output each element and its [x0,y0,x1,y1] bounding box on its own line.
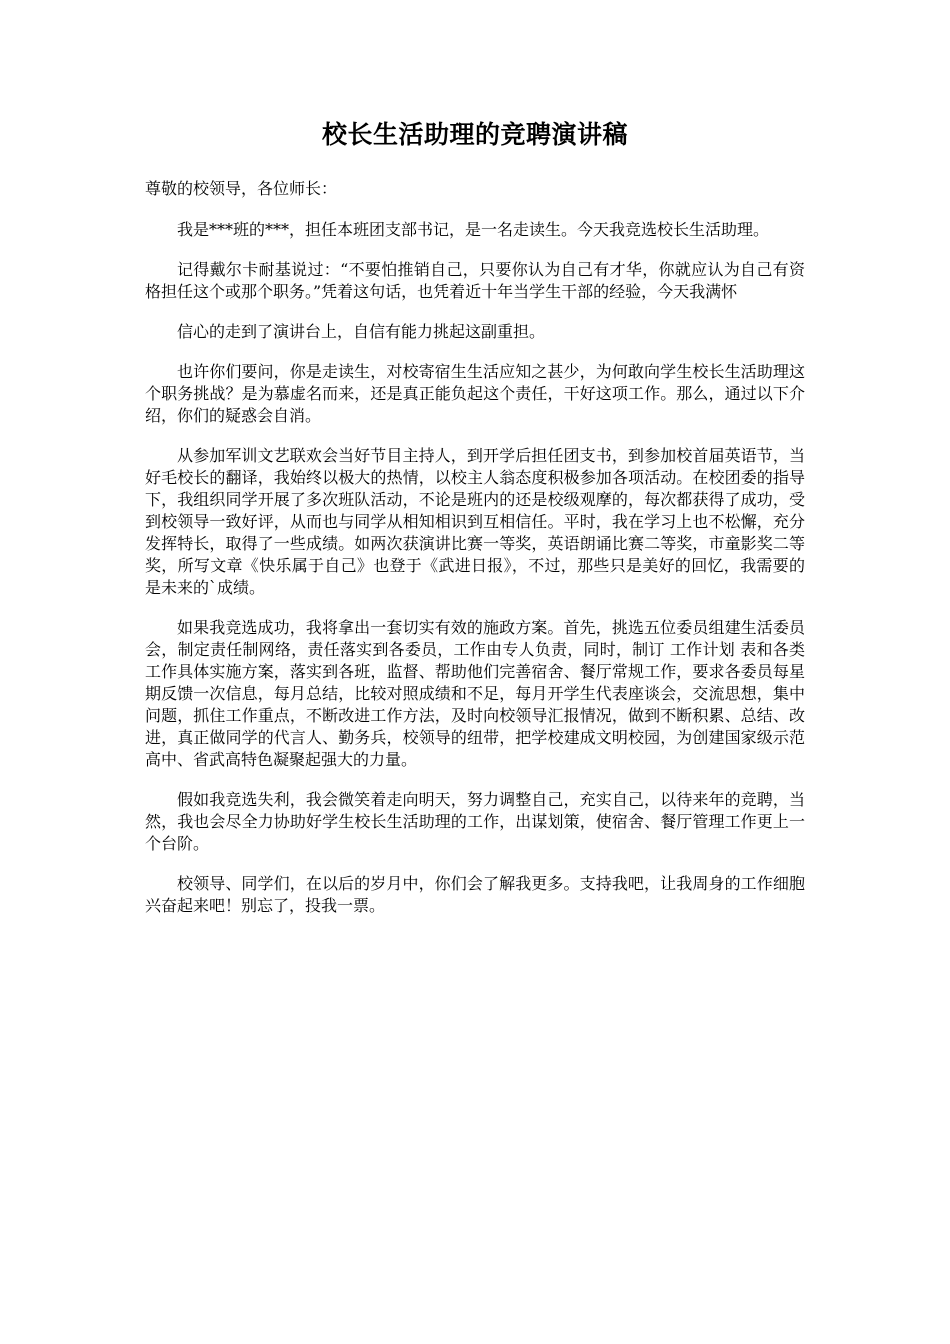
paragraph-8: 校领导、同学们，在以后的岁月中，你们会了解我更多。支持我吧，让我周身的工作细胞兴奋起来吧！别忘了，投我一票。 [145,874,805,915]
paragraph-2: 记得戴尔卡耐基说过：“不要怕推销自己，只要你认为自己有才华，你就应认为自己有资格担任这个或那个职务。”凭着这句话，也凭着近十年当学生干部的经验，今天我满怀 [145,260,805,301]
paragraph-3: 信心的走到了演讲台上，自信有能力挑起这副重担。 [177,322,546,341]
paragraph-4: 也许你们要问，你是走读生，对校寄宿生生活应知之甚少，为何敢向学生校长生活助理这个职务挑战？是为慕虚名而来，还是真正能负起这个责任，干好这项工作。那么，通过以下介绍，你们的疑惑会自消。 [145,362,805,425]
paragraph-1: 我是***班的***，担任本班团支部书记，是一名走读生。今天我竞选校长生活助理。 [177,220,770,239]
paragraph-6: 如果我竞选成功，我将拿出一套切实有效的施政方案。首先，挑选五位委员组建生活委员会，制定责任制网络，责任落实到各委员，工作由专人负责，同时，制订 工作计划 表和各类工作具体实施方案，落实到各班，监督、帮助他们完善宿舍、餐厅常规工作，要求各委员每星期反馈一次信息，每月总结，比较对照成绩和不足，每月开学生代表座谈会，交流思想，集中问题，抓住工作重点，不断改进工作方法，及时向校领导汇报情况，做到不断积累、总结、改进，真正做同学的代言人、勤务兵，校领导的纽带，把学校建成文明校园，为创建国家级示范高中、省武高特色凝聚起强大的力量。 [145,618,805,769]
document-title: 校长生活助理的竞聘演讲稿 [321,120,628,149]
document-page [145,112,805,935]
paragraph-5: 从参加军训文艺联欢会当好节目主持人，到开学后担任团支书，到参加校首届英语节，当好毛校长的翻译，我始终以极大的热情，以校主人翁态度积极参加各项活动。在校团委的指导下，我组织同学开展了多次班队活动，不论是班内的还是校级观摩的，每次都获得了成功，受到校领导一致好评，从而也与同学从相知相识到互相信任。平时，我在学习上也不松懈，充分发挥特长，取得了一些成绩。如两次获演讲比赛一等奖，英语朗诵比赛二等奖，市童影奖二等奖，所写文章《快乐属于自己》也登于《武进日报》，不过，那些只是美好的回忆，我需要的是未来的`成绩。 [145,446,805,597]
salutation: 尊敬的校领导，各位师长： [145,179,338,198]
paragraph-7: 假如我竞选失利，我会微笑着走向明天，努力调整自己，充实自己，以待来年的竞聘，当然，我也会尽全力协助好学生校长生活助理的工作，出谋划策，使宿舍、餐厅管理工作更上一个台阶。 [145,790,805,853]
